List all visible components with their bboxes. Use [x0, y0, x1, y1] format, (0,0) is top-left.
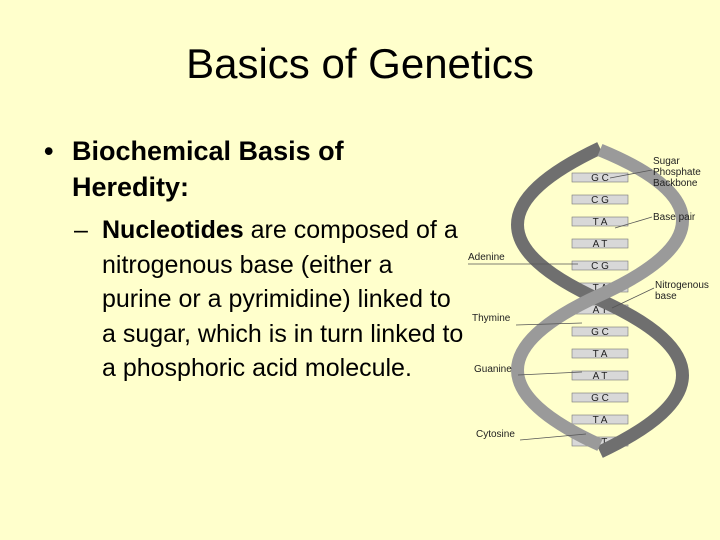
nucleotides-term: Nucleotides [102, 216, 244, 244]
dna-double-helix-diagram [460, 140, 720, 490]
base-pair-letters: G C [591, 327, 609, 338]
label-thymine: Thymine [472, 313, 511, 324]
label-backbone: Sugar [653, 156, 680, 167]
label-nitrogenous-base: Nitrogenous [655, 280, 709, 291]
svg-text:base: base [655, 291, 677, 302]
svg-text:Backbone: Backbone [653, 178, 698, 189]
svg-text:Phosphate: Phosphate [653, 167, 701, 178]
bullet-marker: • [44, 136, 54, 166]
sub-bullet-body [102, 213, 464, 386]
label-adenine: Adenine [468, 252, 505, 263]
base-pair-letters: A T [592, 305, 608, 316]
base-pair-letters: G C [591, 173, 609, 184]
base-pair-letters: A T [592, 239, 608, 250]
sub-bullet-text: are composed of a nitrogenous base (either a purine or a pyrimidine) linked to a sugar, which is in turn linked to a phosphoric acid molecule. [102, 216, 464, 382]
sub-bullet-nucleotides [74, 213, 464, 386]
base-pair-letters: A T [592, 437, 608, 448]
bullet-biochemical-basis [44, 133, 444, 205]
label-cytosine: Cytosine [476, 429, 515, 440]
base-pair-letters: C G [591, 195, 609, 206]
slide-title: Basics of Genetics [186, 40, 534, 87]
base-pair-letters: T A [592, 217, 608, 228]
label-base-pair: Base pair [653, 212, 696, 223]
label-guanine: Guanine [474, 364, 512, 375]
sub-bullet-marker: – [74, 216, 88, 244]
base-pair-letters: G C [591, 393, 609, 404]
base-pair-letters: T A [592, 415, 608, 426]
base-pair-letters: C G [591, 261, 609, 272]
base-pair-letters: A T [592, 371, 608, 382]
base-pair-letters: T A [592, 283, 608, 294]
base-pair-letters: T A [592, 349, 608, 360]
bullet-text: Biochemical Basis of Heredity: [72, 136, 344, 202]
